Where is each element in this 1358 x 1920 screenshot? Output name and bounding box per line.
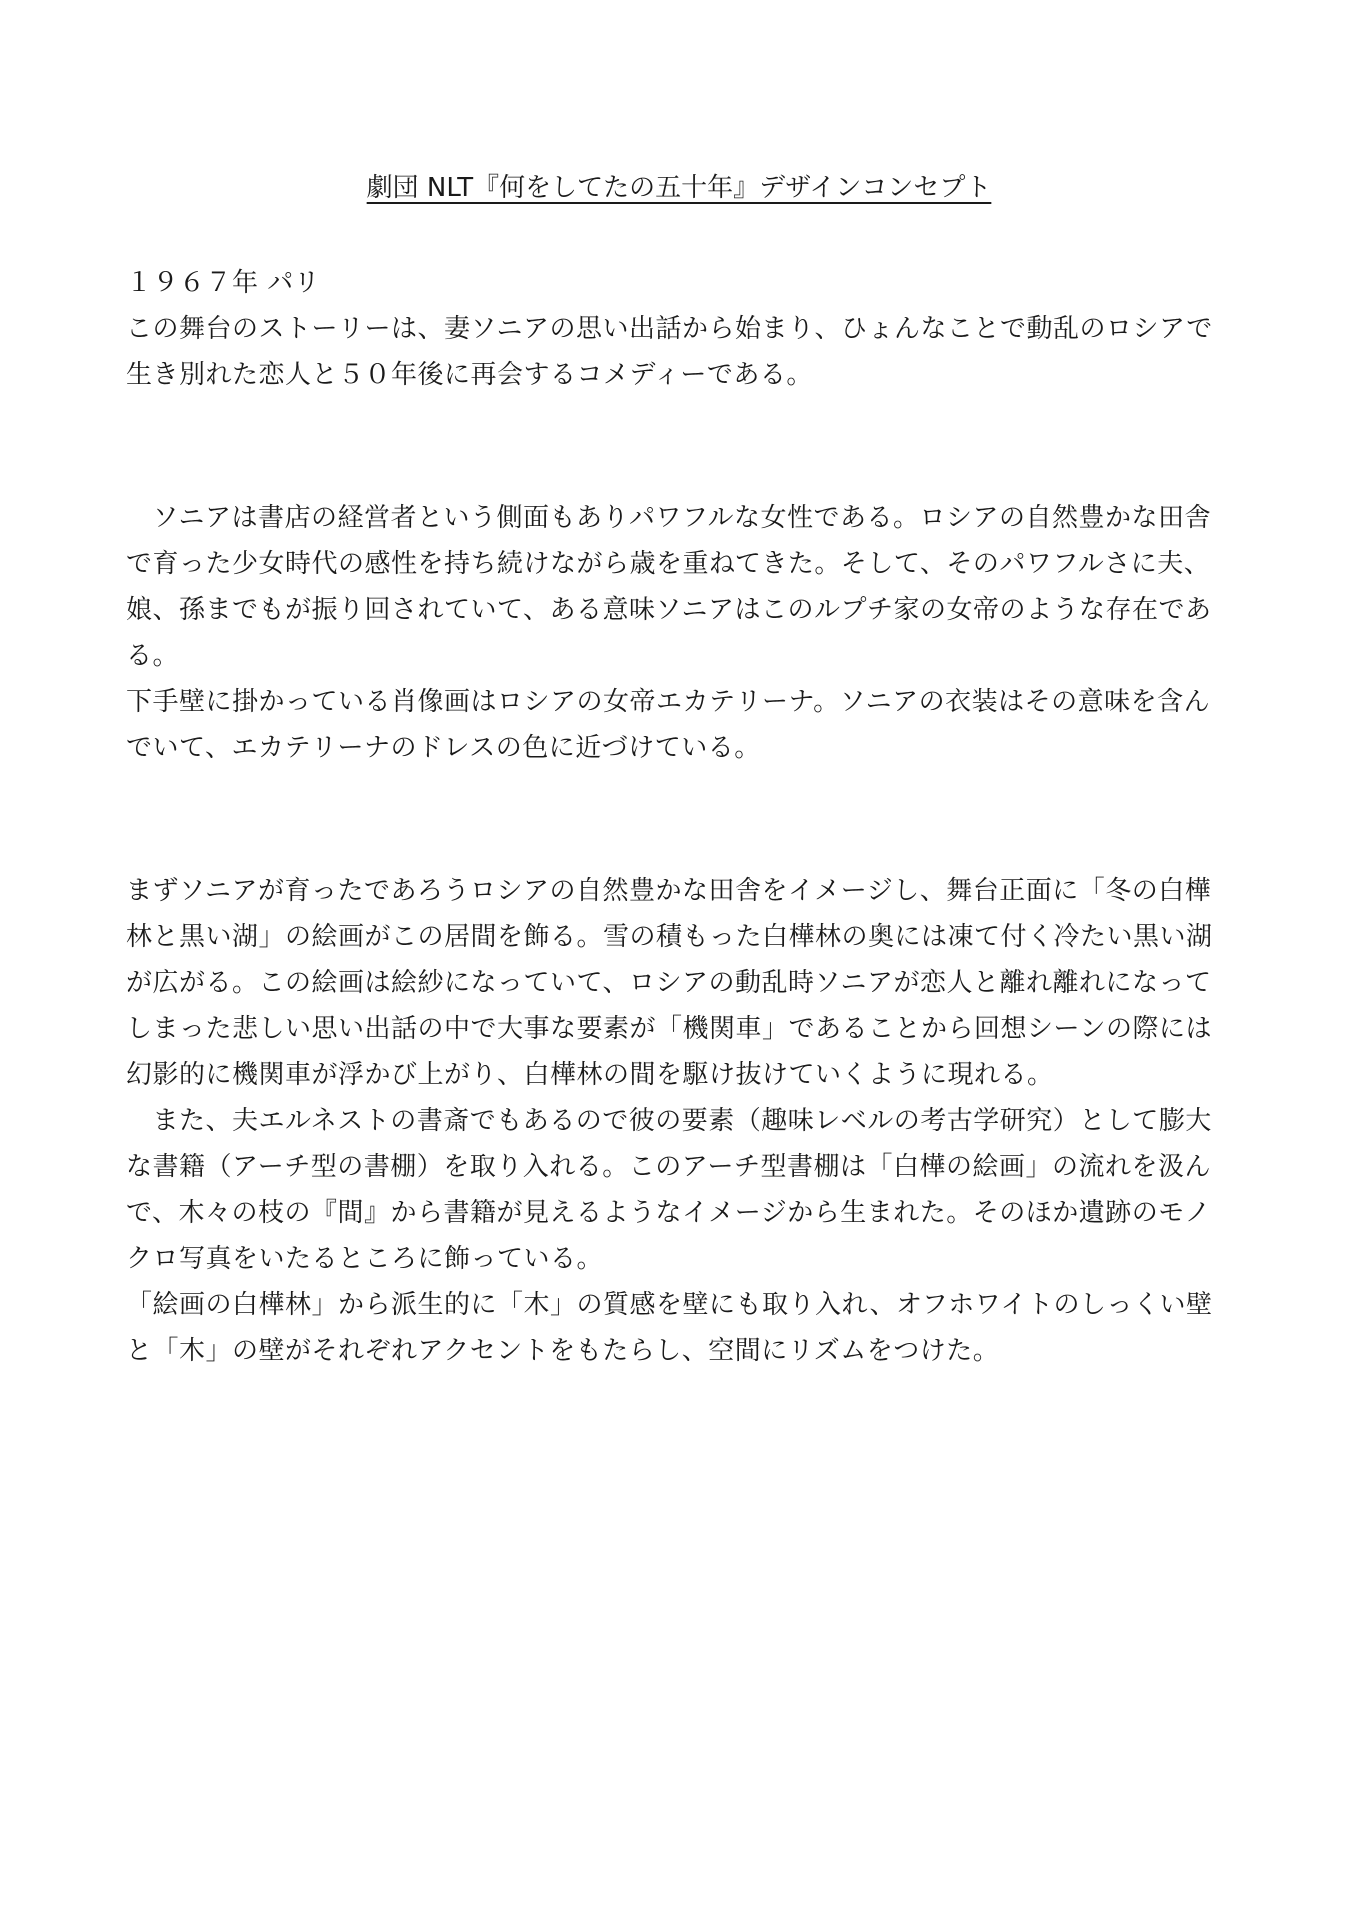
text-line: しまった悲しい思い出話の中で大事な要素が「機関車」であることから回想シーンの際には [126, 1014, 1212, 1044]
text-line: が広がる。この絵画は絵紗になっていて、ロシアの動乱時ソニアが恋人と離れ離れになって [126, 968, 1212, 998]
text-line: 下手壁に掛かっている肖像画はロシアの女帝エカテリーナ。ソニアの衣装はその意味を含ん [126, 687, 1211, 717]
text-line: 幻影的に機関車が浮かび上がり、白樺林の間を駆け抜けていくように現れる。 [126, 1060, 1054, 1090]
text-line: ソニアは書店の経営者という側面もありパワフルな女性である。ロシアの自然豊かな田舎 [126, 503, 1211, 533]
document-title [0, 170, 1358, 206]
text-line: で、木々の枝の『間』から書籍が見えるようなイメージから生まれた。そのほか遺跡のモノ [126, 1198, 1211, 1228]
text-line: でいて、エカテリーナのドレスの色に近づけている。 [126, 733, 761, 763]
paragraph-gap [126, 424, 1246, 469]
text-line: この舞台のストーリーは、妻ソニアの思い出話から始まり、ひょんなことで動乱のロシアで [126, 314, 1213, 344]
document-body [126, 260, 1246, 1374]
text-line: る。 [126, 641, 180, 671]
text-line: 生き別れた恋人と５０年後に再会するコメディーである。 [126, 360, 813, 390]
text-line: と「木」の壁がそれぞれアクセントをもたらし、空間にリズムをつけた。 [126, 1336, 1000, 1366]
document-title-text: 劇団 NLT『何をしてたの五十年』デザインコンセプト [366, 173, 992, 203]
text-line: 林と黒い湖」の絵画がこの居間を飾る。雪の積もった白樺林の奥には凍て付く冷たい黒い湖 [126, 922, 1213, 952]
text-line: 娘、孫までもが振り回されていて、ある意味ソニアはこのルプチ家の女帝のような存在であ [126, 595, 1212, 625]
text-line: で育った少女時代の感性を持ち続けながら歳を重ねてきた。そして、そのパワフルさに夫、 [126, 549, 1211, 579]
text-line: 「絵画の白樺林」から派生的に「木」の質感を壁にも取り入れ、オフホワイトのしっくい壁 [126, 1290, 1213, 1320]
text-line: まずソニアが育ったであろうロシアの自然豊かな田舎をイメージし、舞台正面に「冬の白樺 [126, 876, 1212, 906]
text-line: １９６７年 パリ [126, 268, 321, 298]
paragraph-gap [126, 797, 1246, 842]
text-line: クロ写真をいたるところに飾っている。 [126, 1244, 604, 1274]
text-line: また、夫エルネストの書斎でもあるので彼の要素（趣味レベルの考古学研究）として膨大 [126, 1106, 1212, 1136]
text-line: な書籍（アーチ型の書棚）を取り入れる。このアーチ型書棚は「白樺の絵画」の流れを汲ん [126, 1152, 1211, 1182]
